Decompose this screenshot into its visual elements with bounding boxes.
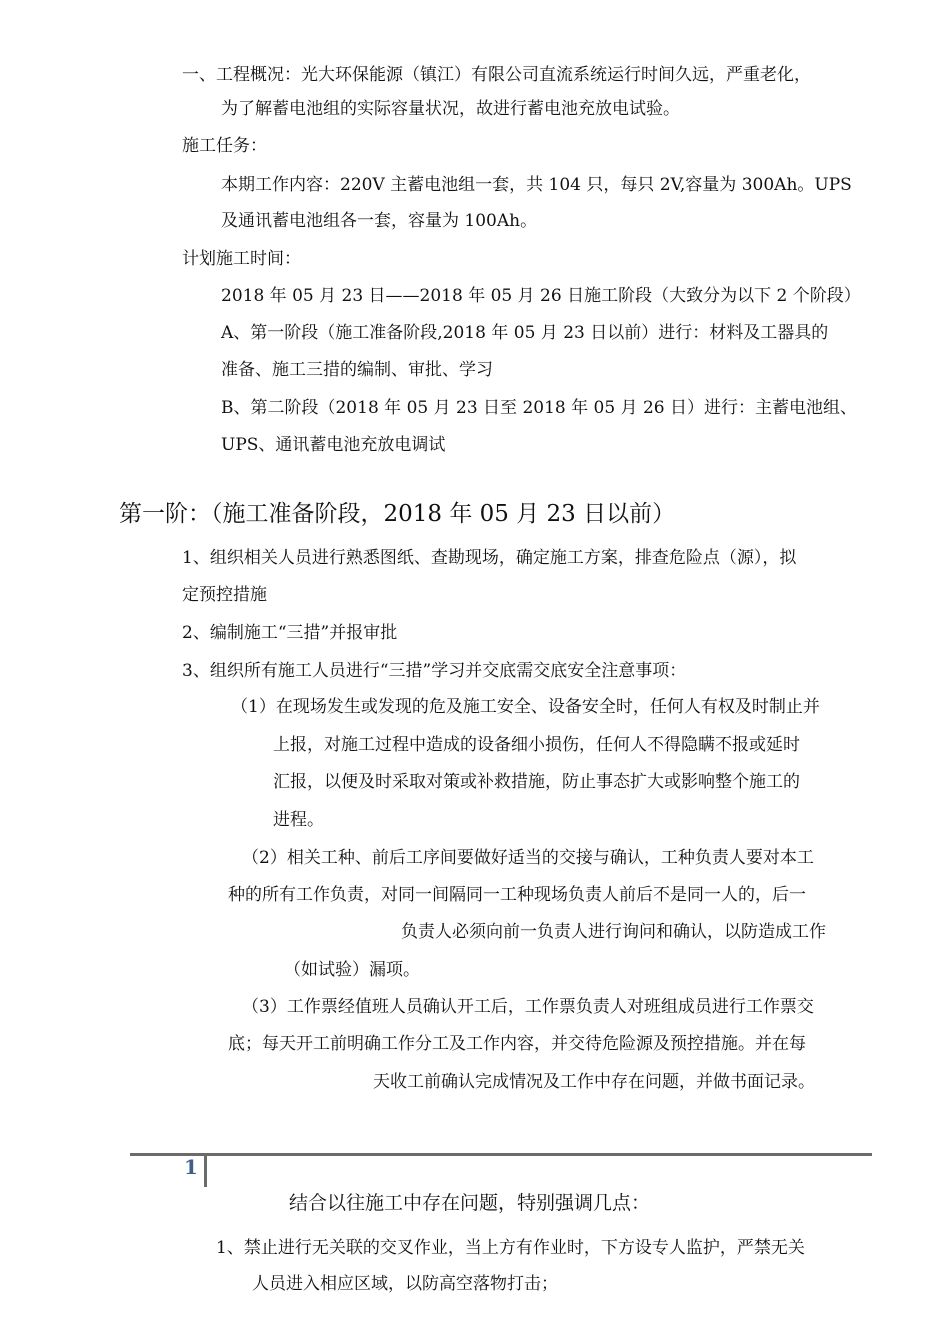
task-line-2: 及通讯蓄电池组各一套，容量为 100Ah。 <box>221 211 538 231</box>
page-number: 1 <box>184 1155 198 1179</box>
emphasis-item1-line-2: 人员进入相应区域，以防高空落物打击； <box>252 1274 558 1294</box>
phase1-item1-line-1: 1、组织相关人员进行熟悉图纸、查勘现场，确定施工方案，排查危险点（源），拟 <box>182 548 797 568</box>
emphasis-item1-line-1: 1、禁止进行无关联的交叉作业，当上方有作业时，下方设专人监护，严禁无关 <box>216 1238 805 1258</box>
emphasis-heading: 结合以往施工中存在问题，特别强调几点： <box>289 1192 651 1214</box>
phase1-item2: 2、编制施工“三措”并报审批 <box>182 623 398 643</box>
stage-a-line-2: 准备、施工三措的编制、审批、学习 <box>221 360 493 380</box>
stage-b-line-2: UPS、通讯蓄电池充放电调试 <box>221 435 446 455</box>
page-divider <box>130 1153 872 1156</box>
phase1-sub2-line-1: （2）相关工种、前后工序间要做好适当的交接与确认，工种负责人要对本工 <box>242 848 814 868</box>
phase1-item1-line-2: 定预控措施 <box>182 585 267 605</box>
phase1-sub1-line-2: 上报，对施工过程中造成的设备细小损伤，任何人不得隐瞒不报或延时 <box>273 735 800 755</box>
stage-a-line-1: A、第一阶段（施工准备阶段,2018 年 05 月 23 日以前）进行：材料及工器具的 <box>221 323 829 343</box>
schedule-title: 计划施工时间： <box>182 249 301 269</box>
phase1-sub1-line-4: 进程。 <box>273 810 324 830</box>
schedule-line-1: 2018 年 05 月 23 日——2018 年 05 月 26 日施工阶段（大致分为以下 2 个阶段） <box>221 286 861 306</box>
phase1-sub1-line-1: （1）在现场发生或发现的危及施工安全、设备安全时，任何人有权及时制止并 <box>231 697 820 717</box>
phase1-sub3-line-1: （3）工作票经值班人员确认开工后，工作票负责人对班组成员进行工作票交 <box>242 997 814 1017</box>
phase1-sub2-line-4: （如试验）漏项。 <box>284 960 420 980</box>
phase1-sub2-line-2: 种的所有工作负责，对同一间隔同一工种现场负责人前后不是同一人的，后一 <box>228 885 806 905</box>
phase1-heading: 第一阶：（施工准备阶段，2018 年 05 月 23 日以前） <box>119 501 676 527</box>
overview-line-2: 为了解蓄电池组的实际容量状况，故进行蓄电池充放电试验。 <box>221 99 680 119</box>
page-divider-tick <box>204 1155 207 1187</box>
phase1-item3: 3、组织所有施工人员进行“三措”学习并交底需交底安全注意事项： <box>182 661 687 681</box>
phase1-sub3-line-3: 天收工前确认完成情况及工作中存在问题，并做书面记录。 <box>373 1072 815 1092</box>
phase1-sub3-line-2: 底；每天开工前明确工作分工及工作内容，并交待危险源及预控措施。并在每 <box>228 1034 806 1054</box>
task-title: 施工任务： <box>182 136 267 156</box>
stage-b-line-1: B、第二阶段（2018 年 05 月 23 日至 2018 年 05 月 26 日）进行：主蓄电池组、 <box>221 398 857 418</box>
phase1-sub2-line-3: 负责人必须向前一负责人进行询问和确认，以防造成工作 <box>401 922 826 942</box>
phase1-sub1-line-3: 汇报，以便及时采取对策或补救措施，防止事态扩大或影响整个施工的 <box>273 772 800 792</box>
overview-line-1: 一、工程概况：光大环保能源（镇江）有限公司直流系统运行时间久远，严重老化， <box>182 65 811 85</box>
task-line-1: 本期工作内容：220V 主蓄电池组一套，共 104 只，每只 2V,容量为 300Ah。UPS <box>221 175 852 195</box>
